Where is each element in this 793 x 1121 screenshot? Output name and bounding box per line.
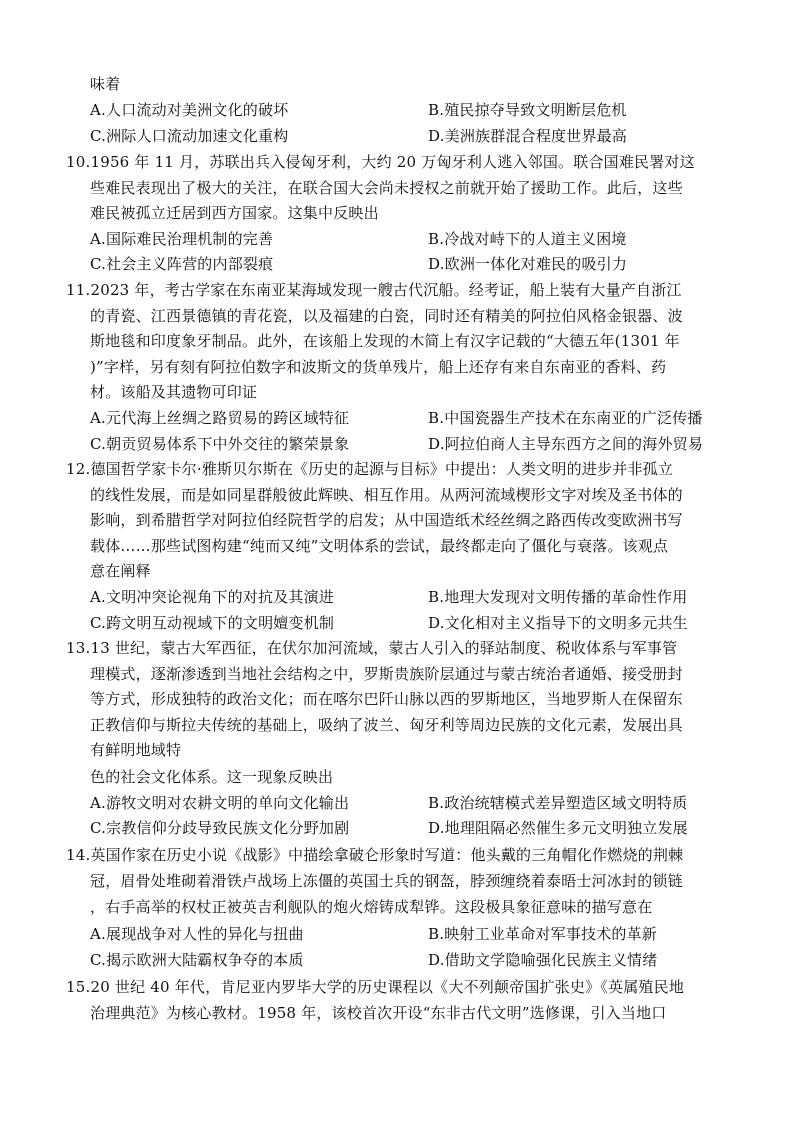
question-10-stem-line: 些难民表现出了极大的关注，在联合国大会尚未授权之前就开始了援助工作。此后，这些 bbox=[90, 179, 683, 197]
question-13-stem-line: 13.13 世纪，蒙古大军西征，在伏尔加河流域，蒙古人引入的驿站制度、税收体系与军事管 bbox=[66, 639, 678, 657]
question-14-stem-line: 14.英国作家在历史小说《战影》中描绘拿破仑形象时写道：他头戴的三角帽化作燃烧的荆棘 bbox=[66, 846, 684, 864]
question-9-option-c: C.洲际人口流动加速文化重构 bbox=[90, 127, 289, 145]
question-13-option-d: D.地理阻隔必然催生多元文明独立发展 bbox=[428, 819, 688, 837]
question-11-option-a: A.元代海上丝绸之路贸易的跨区域特征 bbox=[90, 409, 350, 427]
question-11-stem-line: )”字样，另有刻有阿拉伯数字和波斯文的货单残片，船上还存有来自东南亚的香料、药 bbox=[90, 358, 667, 376]
question-12-option-b: B.地理大发现对文明传播的革命性作用 bbox=[428, 588, 688, 606]
question-12-stem-line: 的线性发展，而是如同星群般彼此辉映、相互作用。从两河流域楔形文字对埃及圣书体的 bbox=[90, 486, 683, 504]
question-10-option-d: D.欧洲一体化对难民的吸引力 bbox=[428, 255, 628, 273]
question-11-stem-line: 材。该船及其遗物可印证 bbox=[90, 383, 258, 401]
question-10-option-a: A.国际难民治理机制的完善 bbox=[90, 230, 274, 248]
question-11-stem-line: 斯地毯和印度象牙制品。此外，在该船上发现的木简上有汉字记载的“大德五年(1301 年 bbox=[90, 332, 680, 350]
question-14-stem-line: ，右手高举的权杖正被英吉利舰队的炮火熔铸成犁铧。这段极具象征意味的描写意在 bbox=[90, 898, 653, 916]
question-12-stem-line: 载体……那些试图构建“纯而又纯”文明体系的尝试，最终都走向了僵化与衰落。该观点 bbox=[90, 537, 669, 555]
question-14-option-c: C.揭示欧洲大陆霸权争夺的本质 bbox=[90, 951, 304, 969]
question-11-option-c: C.朝贡贸易体系下中外交往的繁荣景象 bbox=[90, 435, 350, 453]
question-13-option-c: C.宗教信仰分歧导致民族文化分野加剧 bbox=[90, 819, 350, 837]
question-14-stem-line: 冠，眉骨处堆砌着滑铁卢战场上冻僵的英国士兵的钢盔，脖颈缠绕着泰晤士河冰封的锁链 bbox=[90, 872, 683, 890]
question-14-option-a: A.展现战争对人性的异化与扭曲 bbox=[90, 925, 304, 943]
question-9-option-d: D.美洲族群混合程度世界最高 bbox=[428, 127, 628, 145]
question-11-option-d: D.阿拉伯商人主导东西方之间的海外贸易 bbox=[428, 435, 704, 453]
question-14-option-b: B.映射工业革命对军事技术的革新 bbox=[428, 925, 657, 943]
question-13-stem-line: 等方式，形成独特的政治文化；而在喀尔巴阡山脉以西的罗斯地区，当地罗斯人在保留东 bbox=[90, 690, 683, 708]
question-13-stem-line: 理模式，逐渐渗透到当地社会结构之中，罗斯贵族阶层通过与蒙古统治者通婚、接受册封 bbox=[90, 665, 683, 683]
question-12-option-c: C.跨文明互动视域下的文明嬗变机制 bbox=[90, 614, 335, 632]
question-13-option-a: A.游牧文明对农耕文明的单向文化输出 bbox=[90, 794, 350, 812]
question-11-option-b: B.中国瓷器生产技术在东南亚的广泛传播 bbox=[428, 409, 703, 427]
question-12-stem-line: 12.德国哲学家卡尔·雅斯贝尔斯在《历史的起源与目标》中提出：人类文明的进步并非孤立 bbox=[66, 460, 674, 478]
question-11-stem-line: 11.2023 年，考古学家在东南亚某海域发现一艘古代沉船。经考证，船上装有大量产自浙江 bbox=[66, 281, 682, 299]
question-13-stem-line: 有鲜明地域特 bbox=[90, 741, 182, 759]
question-13-option-b: B.政治统辖模式差异塑造区域文明特质 bbox=[428, 794, 688, 812]
question-9-option-a: A.人口流动对美洲文化的破坏 bbox=[90, 101, 289, 119]
question-12-stem-line: 影响，到希腊哲学对阿拉伯经院哲学的启发；从中国造纸术经丝绸之路西传改变欧洲书写 bbox=[90, 511, 683, 529]
question-11-stem-line: 的青瓷、江西景德镇的青花瓷，以及福建的白瓷，同时还有精美的阿拉伯风格金银器、波 bbox=[90, 307, 683, 325]
question-13-stem-line: 色的社会文化体系。这一现象反映出 bbox=[90, 768, 334, 786]
question-10-option-b: B.冷战对峙下的人道主义困境 bbox=[428, 230, 627, 248]
question-13-stem-line: 正教信仰与斯拉夫传统的基础上，吸纳了波兰、匈牙利等周边民族的文化元素，发展出具 bbox=[90, 716, 683, 734]
question-9-tail: 味着 bbox=[90, 75, 121, 93]
question-12-stem-line: 意在阐释 bbox=[90, 562, 151, 580]
question-12-option-d: D.文化相对主义指导下的文明多元共生 bbox=[428, 614, 688, 632]
question-12-option-a: A.文明冲突论视角下的对抗及其演进 bbox=[90, 588, 335, 606]
question-15-stem-line: 15.20 世纪 40 年代，肯尼亚内罗毕大学的历史课程以《大不列颠帝国扩张史》《英属殖民地 bbox=[66, 978, 685, 996]
question-15-stem-line: 治理典范》为核心教材。1958 年，该校首次开设“东非古代文明”选修课，引入当地口 bbox=[90, 1004, 667, 1022]
question-10-stem-line: 10.1956 年 11 月，苏联出兵入侵匈牙利，大约 20 万匈牙利人逃入邻国。联合国难民署对这 bbox=[66, 153, 695, 171]
question-10-stem-line: 难民被孤立迁居到西方国家。这集中反映出 bbox=[90, 204, 379, 222]
question-10-option-c: C.社会主义阵营的内部裂痕 bbox=[90, 255, 274, 273]
question-14-option-d: D.借助文学隐喻强化民族主义情绪 bbox=[428, 951, 658, 969]
question-9-option-b: B.殖民掠夺导致文明断层危机 bbox=[428, 101, 627, 119]
